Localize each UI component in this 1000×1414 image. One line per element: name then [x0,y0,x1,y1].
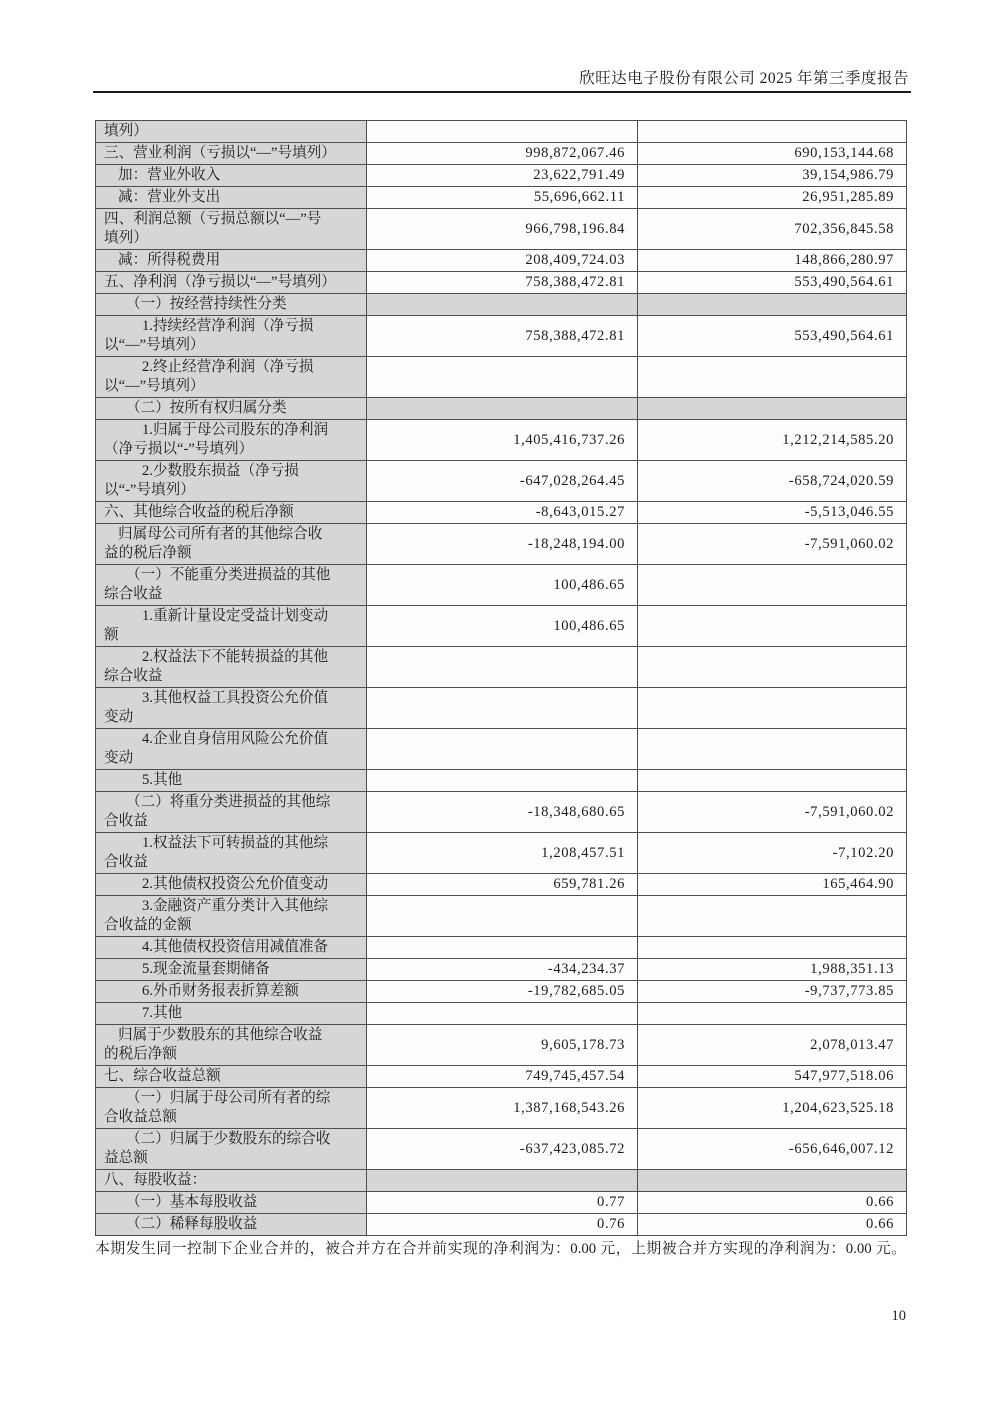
row-label: 减：所得税费用 [96,250,367,272]
table-row [96,357,907,398]
prior-period-value: 1,212,214,585.20 [638,420,907,461]
current-period-value: -19,782,685.05 [367,981,638,1003]
current-period-value: -434,234.37 [367,959,638,981]
table-row [96,143,907,165]
prior-period-value [638,565,907,606]
current-period-value: 0.77 [367,1192,638,1214]
prior-period-value: -5,513,046.55 [638,502,907,524]
table-row [96,1170,907,1192]
row-label: 七、综合收益总额 [96,1066,367,1088]
current-period-value [367,770,638,792]
prior-period-value [638,729,907,770]
current-period-value: 55,696,662.11 [367,187,638,209]
prior-period-value: 2,078,013.47 [638,1025,907,1066]
current-period-value [367,688,638,729]
current-period-value: -637,423,085.72 [367,1129,638,1170]
table-row [96,1088,907,1129]
row-label: （二）归属于少数股东的综合收益总额 [96,1129,367,1170]
prior-period-value: -7,591,060.02 [638,792,907,833]
table-row [96,316,907,357]
prior-period-value [638,1170,907,1192]
current-period-value: -647,028,264.45 [367,461,638,502]
table-row [96,1192,907,1214]
current-period-value: 1,405,416,737.26 [367,420,638,461]
table-row [96,398,907,420]
prior-period-value [638,294,907,316]
prior-period-value: 39,154,986.79 [638,165,907,187]
row-label: 1.重新计量设定受益计划变动额 [96,606,367,647]
table-row [96,688,907,729]
table-row [96,937,907,959]
prior-period-value [638,121,907,143]
row-label: 4.企业自身信用风险公允价值变动 [96,729,367,770]
current-period-value: 100,486.65 [367,606,638,647]
row-label: （二）将重分类进损益的其他综合收益 [96,792,367,833]
table-row [96,959,907,981]
prior-period-value: -7,591,060.02 [638,524,907,565]
current-period-value: -18,248,194.00 [367,524,638,565]
row-label: （一）按经营持续性分类 [96,294,367,316]
current-period-value: 1,208,457.51 [367,833,638,874]
table-row [96,461,907,502]
table-row [96,606,907,647]
current-period-value: -18,348,680.65 [367,792,638,833]
prior-period-value: 553,490,564.61 [638,272,907,294]
prior-period-value [638,357,907,398]
row-label: 2.少数股东损益（净亏损以“-”号填列） [96,461,367,502]
current-period-value: 758,388,472.81 [367,316,638,357]
current-period-value: 749,745,457.54 [367,1066,638,1088]
row-label: 三、营业利润（亏损以“—”号填列） [96,143,367,165]
row-label: 1.归属于母公司股东的净利润（净亏损以“-”号填列） [96,420,367,461]
row-label: 7.其他 [96,1003,367,1025]
current-period-value: 1,387,168,543.26 [367,1088,638,1129]
table-row [96,524,907,565]
table-row [96,187,907,209]
prior-period-value: 690,153,144.68 [638,143,907,165]
prior-period-value [638,1003,907,1025]
row-label: 6.外币财务报表折算差额 [96,981,367,1003]
page-number: 10 [891,1308,906,1324]
prior-period-value [638,896,907,937]
prior-period-value: -9,737,773.85 [638,981,907,1003]
row-label: 1.权益法下可转损益的其他综合收益 [96,833,367,874]
prior-period-value: 0.66 [638,1214,907,1236]
prior-period-value [638,688,907,729]
row-label: 2.权益法下不能转损益的其他综合收益 [96,647,367,688]
row-label: 减：营业外支出 [96,187,367,209]
current-period-value [367,1003,638,1025]
prior-period-value [638,770,907,792]
table-row [96,874,907,896]
row-label: 5.现金流量套期储备 [96,959,367,981]
current-period-value: 758,388,472.81 [367,272,638,294]
prior-period-value: 1,204,623,525.18 [638,1088,907,1129]
table-row [96,1066,907,1088]
current-period-value [367,729,638,770]
current-period-value [367,896,638,937]
table-row [96,121,907,143]
prior-period-value: 0.66 [638,1192,907,1214]
table-row [96,272,907,294]
prior-period-value: 1,988,351.13 [638,959,907,981]
row-label: （一）基本每股收益 [96,1192,367,1214]
page-content [95,120,906,1259]
row-label: 1.持续经营净利润（净亏损以“—”号填列） [96,316,367,357]
row-label: （二）按所有权归属分类 [96,398,367,420]
current-period-value: 23,622,791.49 [367,165,638,187]
current-period-value [367,398,638,420]
income-statement-table [95,120,907,1236]
current-period-value [367,294,638,316]
income-statement-table-body [96,121,907,1236]
current-period-value: 966,798,196.84 [367,209,638,250]
row-label: 填列） [96,121,367,143]
table-row [96,565,907,606]
current-period-value: 659,781.26 [367,874,638,896]
table-row [96,792,907,833]
prior-period-value: 26,951,285.89 [638,187,907,209]
current-period-value: 208,409,724.03 [367,250,638,272]
table-row [96,1003,907,1025]
row-label: 归属母公司所有者的其他综合收益的税后净额 [96,524,367,565]
table-row [96,1025,907,1066]
current-period-value [367,1170,638,1192]
table-row [96,981,907,1003]
row-label: （二）稀释每股收益 [96,1214,367,1236]
table-row [96,502,907,524]
row-label: 2.其他债权投资公允价值变动 [96,874,367,896]
table-row [96,1129,907,1170]
current-period-value: 100,486.65 [367,565,638,606]
prior-period-value [638,937,907,959]
table-row [96,896,907,937]
table-row [96,833,907,874]
row-label: 3.其他权益工具投资公允价值变动 [96,688,367,729]
prior-period-value: 148,866,280.97 [638,250,907,272]
report-header-title: 欣旺达电子股份有限公司 2025 年第三季度报告 [579,70,909,87]
prior-period-value: 553,490,564.61 [638,316,907,357]
current-period-value: 0.76 [367,1214,638,1236]
header-divider-line [93,91,911,93]
table-row [96,729,907,770]
row-label: 归属于少数股东的其他综合收益的税后净额 [96,1025,367,1066]
prior-period-value: 547,977,518.06 [638,1066,907,1088]
row-label: （一）不能重分类进损益的其他综合收益 [96,565,367,606]
current-period-value: 998,872,067.46 [367,143,638,165]
row-label: 八、每股收益： [96,1170,367,1192]
row-label: 五、净利润（净亏损以“—”号填列） [96,272,367,294]
prior-period-value: 165,464.90 [638,874,907,896]
table-row [96,294,907,316]
prior-period-value [638,606,907,647]
table-row [96,420,907,461]
prior-period-value: -656,646,007.12 [638,1129,907,1170]
row-label: （一）归属于母公司所有者的综合收益总额 [96,1088,367,1129]
table-row [96,250,907,272]
table-row [96,209,907,250]
common-control-merger-note: 本期发生同一控制下企业合并的，被合并方在合并前实现的净利润为：0.00 元，上期被合并方实现的净利润为：0.00 元。 [95,1241,906,1257]
current-period-value [367,121,638,143]
row-label: 2.终止经营净利润（净亏损以“—”号填列） [96,357,367,398]
table-row [96,770,907,792]
row-label: 5.其他 [96,770,367,792]
row-label: 4.其他债权投资信用减值准备 [96,937,367,959]
table-row [96,165,907,187]
table-row [96,1214,907,1236]
prior-period-value: -658,724,020.59 [638,461,907,502]
prior-period-value [638,398,907,420]
table-row [96,647,907,688]
prior-period-value: 702,356,845.58 [638,209,907,250]
prior-period-value: -7,102.20 [638,833,907,874]
row-label: 3.金融资产重分类计入其他综合收益的金额 [96,896,367,937]
current-period-value: 9,605,178.73 [367,1025,638,1066]
current-period-value [367,937,638,959]
row-label: 六、其他综合收益的税后净额 [96,502,367,524]
row-label: 四、利润总额（亏损总额以“—”号填列） [96,209,367,250]
current-period-value [367,647,638,688]
row-label: 加：营业外收入 [96,165,367,187]
current-period-value [367,357,638,398]
prior-period-value [638,647,907,688]
current-period-value: -8,643,015.27 [367,502,638,524]
